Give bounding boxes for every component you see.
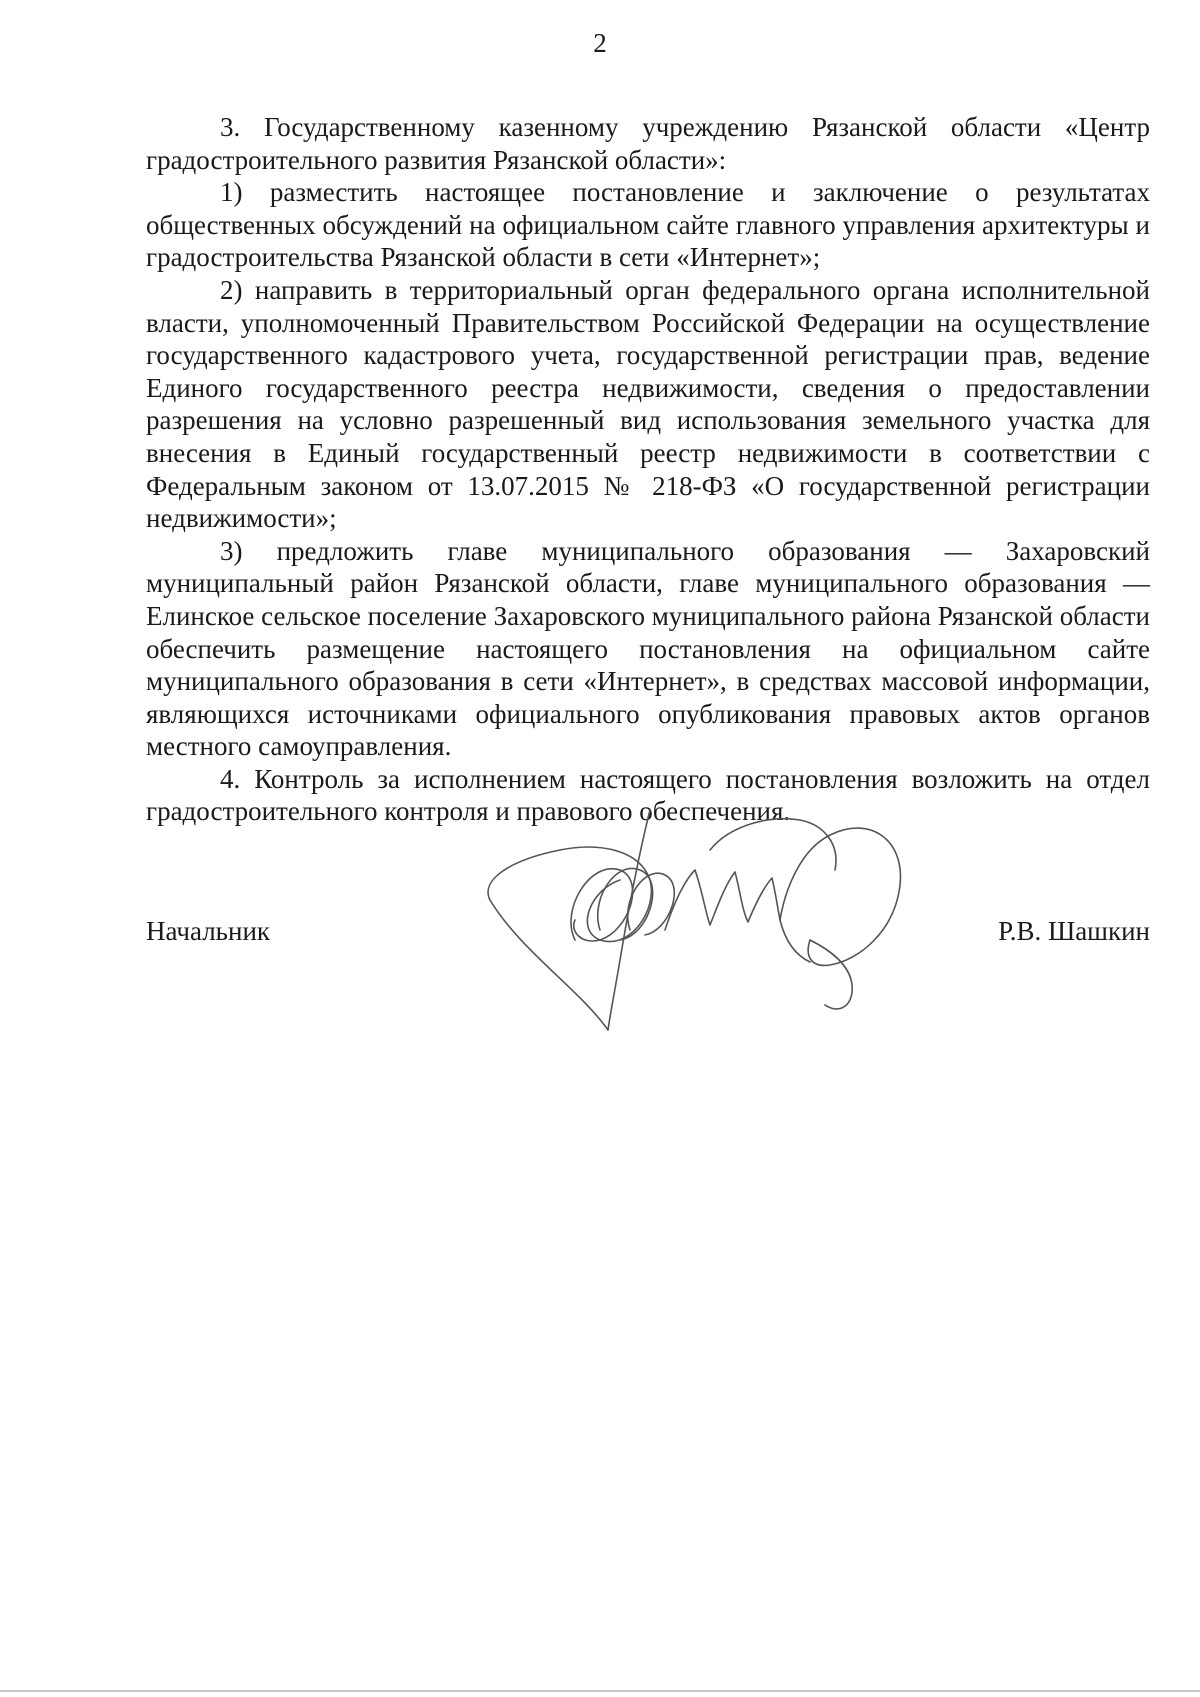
document-body xyxy=(146,111,1150,828)
page-number: 2 xyxy=(593,28,607,58)
paragraph-subitem-3: 3) предложить главе муниципального образования — Захаровский муниципальный район Рязанской области, главе муниципального образования — Елинское сельское поселение Захаровского муниципального района Рязанской области обеспечить размещение настоящего постановления на официальном сайте муниципального образования в сети «Интернет», в средствах массовой информации, являющихся источниками официального опубликования правовых актов органов местного самоуправления. xyxy=(146,535,1150,762)
paragraph-item-4: 4. Контроль за исполнением настоящего постановления возложить на отдел градостроительного контроля и правового обеспечения. xyxy=(146,763,1150,827)
handwritten-signature xyxy=(480,790,920,1050)
paragraph-item-3: 3. Государственному казенному учреждению Рязанской области «Центр градостроительного развития Рязанской области»: xyxy=(146,112,1150,175)
signer-position: Начальник xyxy=(146,916,271,946)
signer-name: Р.В. Шашкин xyxy=(998,916,1150,946)
scan-edge-line xyxy=(0,1690,1200,1692)
paragraph-subitem-2: 2) направить в территориальный орган федерального органа исполнительной власти, уполномоченный Правительством Российской Федерации на осуществление государственного кадастрового учета, государственной регистрации прав, ведение Единого государственного реестра недвижимости, сведения о предоставлении разрешения на условно разрешенный вид использования земельного участка для внесения в Единый государственный реестр недвижимости в соответствии с Федеральным законом от 13.07.2015 № 218-ФЗ «О государственной регистрации недвижимости»; xyxy=(146,274,1150,534)
paragraph-subitem-1: 1) разместить настоящее постановление и заключение о результатах общественных обсуждений на официальном сайте главного управления архитектуры и градостроительства Рязанской области в сети «Интернет»; xyxy=(146,177,1150,273)
